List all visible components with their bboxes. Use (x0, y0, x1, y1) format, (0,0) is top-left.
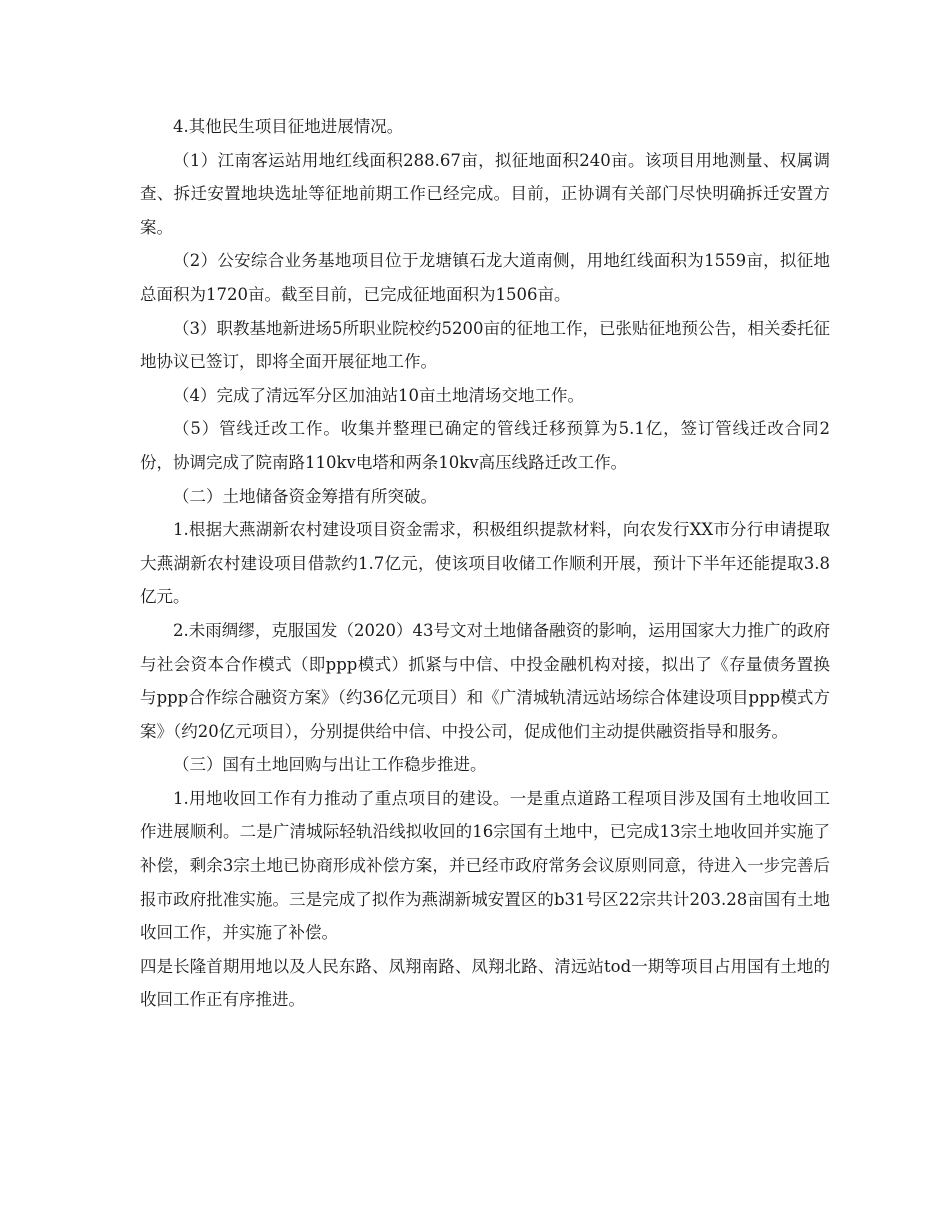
paragraph-dayanhu-loan: 1.根据大燕湖新农村建设项目资金需求，积极组织提款材料，向农发行XX市分行申请提取大燕湖新农村建设项目借款约1.7亿元，使该项目收储工作顺利开展，预计下半年还能提取3.8亿元。 (140, 520, 830, 607)
paragraph-jiangnan-station: （1）江南客运站用地红线面积288.67亩，拟征地面积240亩。该项目用地测量、权属调查、拆迁安置地块选址等征地前期工作已经完成。目前，正协调有关部门尽快明确拆迁安置方案。 (140, 150, 830, 237)
paragraph-police-base: （2）公安综合业务基地项目位于龙塘镇石龙大道南侧，用地红线面积为1559亩，拟征地总面积为1720亩。截至目前，已完成征地面积为1506亩。 (140, 251, 830, 304)
paragraph-ppp-financing: 2.未雨绸缪，克服国发（2020）43号文对土地储备融资的影响，运用国家大力推广的政府与社会资本合作模式（即ppp模式）抓紧与中信、中投金融机构对接，拟出了《存量债务置换与ppp合作综合融资方案》（约36亿元项目）和《广清城轨清远站场综合体建设项目ppp模式方案》（约20亿元项目），分别提供给中信、中投公司，促成他们主动提供融资指导和服务。 (140, 620, 830, 741)
paragraph-land-recovery: 1.用地收回工作有力推动了重点项目的建设。一是重点道路工程项目涉及国有土地收回工作进展顺利。二是广清城际轻轨沿线拟收回的16宗国有土地中，已完成13宗土地收回并实施了补偿，剩余3宗土地已协商形成补偿方案，并已经市政府常务会议原则同意，待进入一步完善后报市政府批准实施。三是完成了拟作为燕湖新城安置区的b31号区22宗共计203.28亩国有土地收回工作，并实施了补偿。 (140, 788, 830, 943)
heading-land-repurchase: （三）国有土地回购与出让工作稳步推进。 (173, 755, 487, 775)
paragraph-pipeline: （5）管线迁改工作。收集并整理已确定的管线迁移预算为5.1亿，签订管线迁改合同2份，协调完成了院南路110kv电塔和两条10kv高压线路迁改工作。 (140, 419, 830, 472)
heading-other-projects: 4.其他民生项目征地进展情况。 (173, 117, 404, 136)
paragraph-vocational-base: （3）职教基地新进场5所职业院校约5200亩的征地工作，已张贴征地预公告，相关委托征地协议已签订，即将全面开展征地工作。 (140, 318, 830, 372)
paragraph-gas-station: （4）完成了清远军分区加油站10亩土地清场交地工作。 (173, 385, 584, 405)
heading-land-reserve-funding: （二）土地储备资金筹措有所突破。 (173, 486, 437, 506)
paragraph-changlong: 四是长隆首期用地以及人民东路、凤翔南路、凤翔北路、清远站tod一期等项目占用国有土地的收回工作正有序推进。 (140, 956, 830, 1010)
document-page (140, 110, 830, 1017)
